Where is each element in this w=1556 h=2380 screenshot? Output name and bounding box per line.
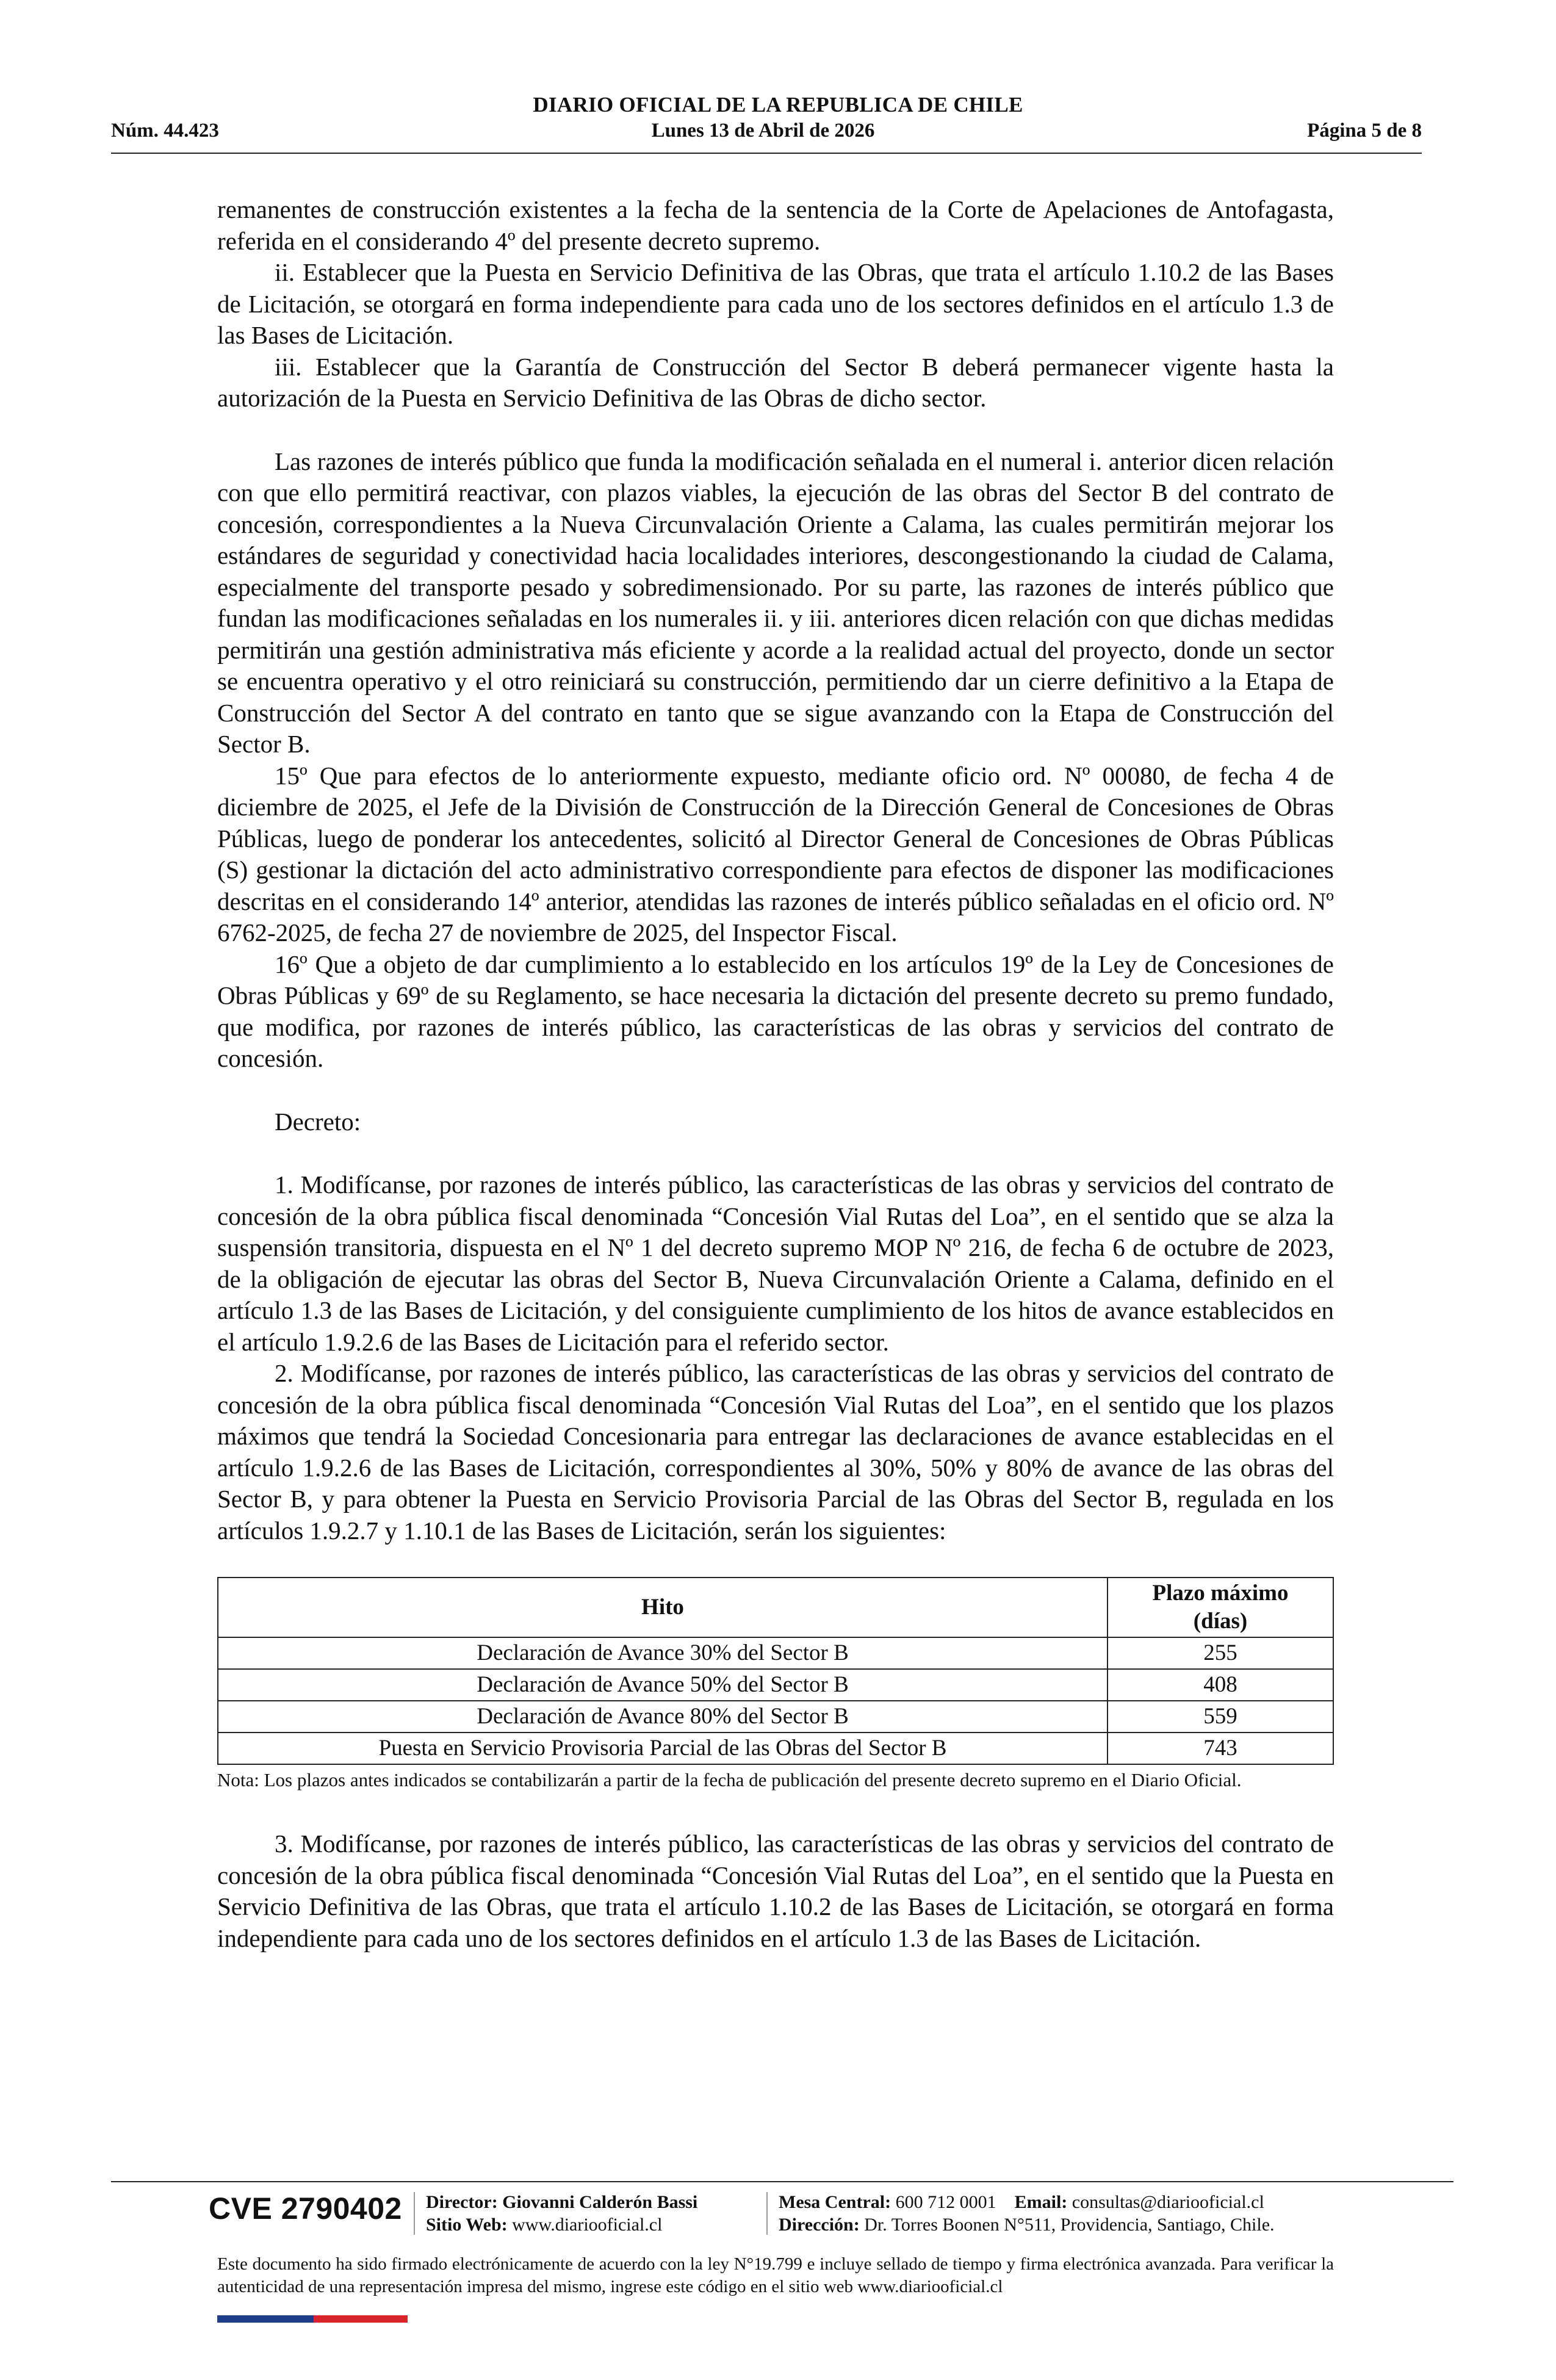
column-header-plazo <box>1108 1578 1333 1637</box>
flag-bar-blue <box>217 2315 314 2323</box>
director-name: Giovanni Calderón Bassi <box>502 2192 698 2212</box>
address-value: Dr. Torres Boonen N°511, Providencia, Santiago, Chile. <box>864 2215 1275 2235</box>
header-row <box>111 120 1422 142</box>
deadlines-table <box>217 1577 1334 1765</box>
hito-cell: Declaración de Avance 50% del Sector B <box>218 1669 1108 1701</box>
page-indicator: Página 5 de 8 <box>1307 120 1422 142</box>
plazo-cell: 559 <box>1108 1701 1333 1733</box>
table-row <box>218 1669 1333 1701</box>
decree-heading: Decreto: <box>275 1107 361 1136</box>
footer-contact-block <box>779 2191 1275 2236</box>
table-note: Nota: Los plazos antes indicados se contabilizarán a partir de la fecha de publicación del presente decreto supremo en el Diario Oficial. <box>217 1769 1242 1790</box>
email-link[interactable]: consultas@diariooficial.cl <box>1072 2192 1264 2212</box>
website-link[interactable]: www.diariooficial.cl <box>512 2215 663 2235</box>
paragraph: ii. Establecer que la Puesta en Servicio Definitiva de las Obras, que trata el artículo 1.10.2 de las Bases de Licitación, se otorgará en forma independiente para cada uno de los sectores definidos en el artículo 1.3 de las Bases de Licitación. <box>217 258 1334 349</box>
column-header-plazo-line2: (días) <box>1193 1609 1248 1634</box>
mesa-label: Mesa Central: <box>779 2192 891 2212</box>
paragraph: 16º Que a objeto de dar cumplimiento a lo establecido en los artículos 19º de la Ley de Concesiones de Obras Públicas y 69º de su Reglamento, se hace necesaria la dictación del presente decreto su premo fundado, que modifica, por razones de interés público, las características de las obras y servicios del contrato de concesión. <box>217 950 1334 1072</box>
director-label: Director: <box>426 2192 498 2212</box>
paragraph: 3. Modifícanse, por razones de interés público, las características de las obras y servicios del contrato de concesión de la obra pública fiscal denominada “Concesión Vial Rutas del Loa”, en el sentido que la Puesta en Servicio Definitiva de las Obras, que trata el artículo 1.10.2 de las Bases de Licitación, se otorgará en forma independiente para cada uno de los sectores definidos en el artículo 1.3 de las Bases de Licitación. <box>217 1830 1334 1952</box>
deadlines-table-wrapper <box>217 1577 1334 1792</box>
email-label: Email: <box>1014 2192 1068 2212</box>
paragraph: 15º Que para efectos de lo anteriormente expuesto, mediante oficio ord. Nº 00080, de fecha 4 de diciembre de 2025, el Jefe de la División de Construcción de la Dirección General de Concesiones de Obras Públicas, luego de ponderar los antecedentes, solicitó al Director General de Concesiones de Obras Públicas (S) gestionar la dictación del acto administrativo correspondiente para efectos de disponer las modificaciones descritas en el considerando 14º anterior, atendidas las razones de interés público señaladas en el oficio ord. Nº 6762-2025, de fecha 27 de noviembre de 2025, del Inspector Fiscal. <box>217 761 1334 947</box>
paragraph: iii. Establecer que la Garantía de Construcción del Sector B deberá permanecer vigente hasta la autorización de la Puesta en Servicio Definitiva de las Obras de dicho sector. <box>217 352 1334 412</box>
plazo-cell: 408 <box>1108 1669 1333 1701</box>
hito-cell: Declaración de Avance 80% del Sector B <box>218 1701 1108 1733</box>
paragraph: 1. Modifícanse, por razones de interés público, las características de las obras y servicios del contrato de concesión de la obra pública fiscal denominada “Concesión Vial Rutas del Loa”, en el sentido que se alza la suspensión transitoria, dispuesta en el Nº 1 del decreto supremo MOP Nº 216, de fecha 6 de octubre de 2023, de la obligación de ejecutar las obras del Sector B, Nueva Circunvalación Oriente a Calama, definido en el artículo 1.3 de las Bases de Licitación, y del consiguiente cumplimiento de los hitos de avance establecidos en el artículo 1.9.2.6 de las Bases de Licitación para el referido sector. <box>217 1170 1334 1356</box>
table-row <box>218 1637 1333 1669</box>
hito-cell: Puesta en Servicio Provisoria Parcial de las Obras del Sector B <box>218 1733 1108 1764</box>
paragraph: remanentes de construcción existentes a la fecha de la sentencia de la Corte de Apelaciones de Antofagasta, referida en el considerando 4º del presente decreto supremo. <box>217 195 1334 255</box>
paragraph: Las razones de interés público que funda la modificación señalada en el numeral i. anterior dicen relación con que ello permitirá reactivar, con plazos viables, la ejecución de las obras del Sector B del contrato de concesión, correspondientes a la Nueva Circunvalación Oriente a Calama, las cuales permitirán mejorar los estándares de seguridad y conectividad hacia localidades interiores, descongestionando la ciudad de Calama, especialmente del transporte pesado y sobredimensionado. Por su parte, las razones de interés público que fundan las modificaciones señaladas en los numerales ii. y iii. anteriores dicen relación con que dichas medidas permitirán una gestión administrativa más eficiente y acorde a la realidad actual del proyecto, donde un sector se encuentra operativo y el otro reiniciará su construcción, permitiendo dar un cierre definitivo a la Etapa de Construcción del Sector A del contrato en tanto que se sigue avanzando con la Etapa de Construcción del Sector B. <box>217 447 1334 758</box>
footer-director-block <box>426 2191 697 2236</box>
paragraph: 2. Modifícanse, por razones de interés público, las características de las obras y servicios del contrato de concesión de la obra pública fiscal denominada “Concesión Vial Rutas del Loa”, en el sentido que los plazos máximos que tendrá la Sociedad Concesionaria para entregar las declaraciones de avance establecidas en el artículo 1.9.2.6 de las Bases de Licitación, correspondientes al 30%, 50% y 80% de avance de las obras del Sector B, y para obtener la Puesta en Servicio Provisoria Parcial de las Obras del Sector B, regulada en los artículos 1.9.2.7 y 1.10.1 de las Bases de Licitación, serán los siguientes: <box>217 1359 1334 1545</box>
column-header-plazo-line1: Plazo máximo <box>1152 1581 1289 1606</box>
document-body <box>217 194 1334 1954</box>
column-header-hito: Hito <box>218 1578 1108 1637</box>
footer-divider <box>111 2181 1453 2182</box>
flag-bar-red <box>314 2315 408 2323</box>
plazo-cell: 255 <box>1108 1637 1333 1669</box>
table-row <box>218 1701 1333 1733</box>
header-divider <box>111 153 1422 154</box>
cve-code: CVE 2790402 <box>209 2191 402 2226</box>
signature-disclaimer: Este documento ha sido firmado electrónicamente de acuerdo con la ley N°19.799 e incluye sellado de tiempo y firma electrónica avanzada. Para verificar la autenticidad de una representación impresa del mismo, ingrese este código en el sitio web www.diariooficial.cl <box>217 2254 1334 2296</box>
hito-cell: Declaración de Avance 30% del Sector B <box>218 1637 1108 1669</box>
issue-date: Lunes 13 de Abril de 2026 <box>651 120 875 142</box>
address-label: Dirección: <box>779 2215 860 2235</box>
mesa-phone: 600 712 0001 <box>895 2192 996 2212</box>
issue-number: Núm. 44.423 <box>111 120 219 142</box>
plazo-cell: 743 <box>1108 1733 1333 1764</box>
newspaper-title: DIARIO OFICIAL DE LA REPUBLICA DE CHILE <box>533 93 1023 117</box>
website-label: Sitio Web: <box>426 2215 508 2235</box>
footer-separator <box>414 2192 415 2235</box>
table-row <box>218 1733 1333 1764</box>
footer-separator <box>766 2192 768 2235</box>
